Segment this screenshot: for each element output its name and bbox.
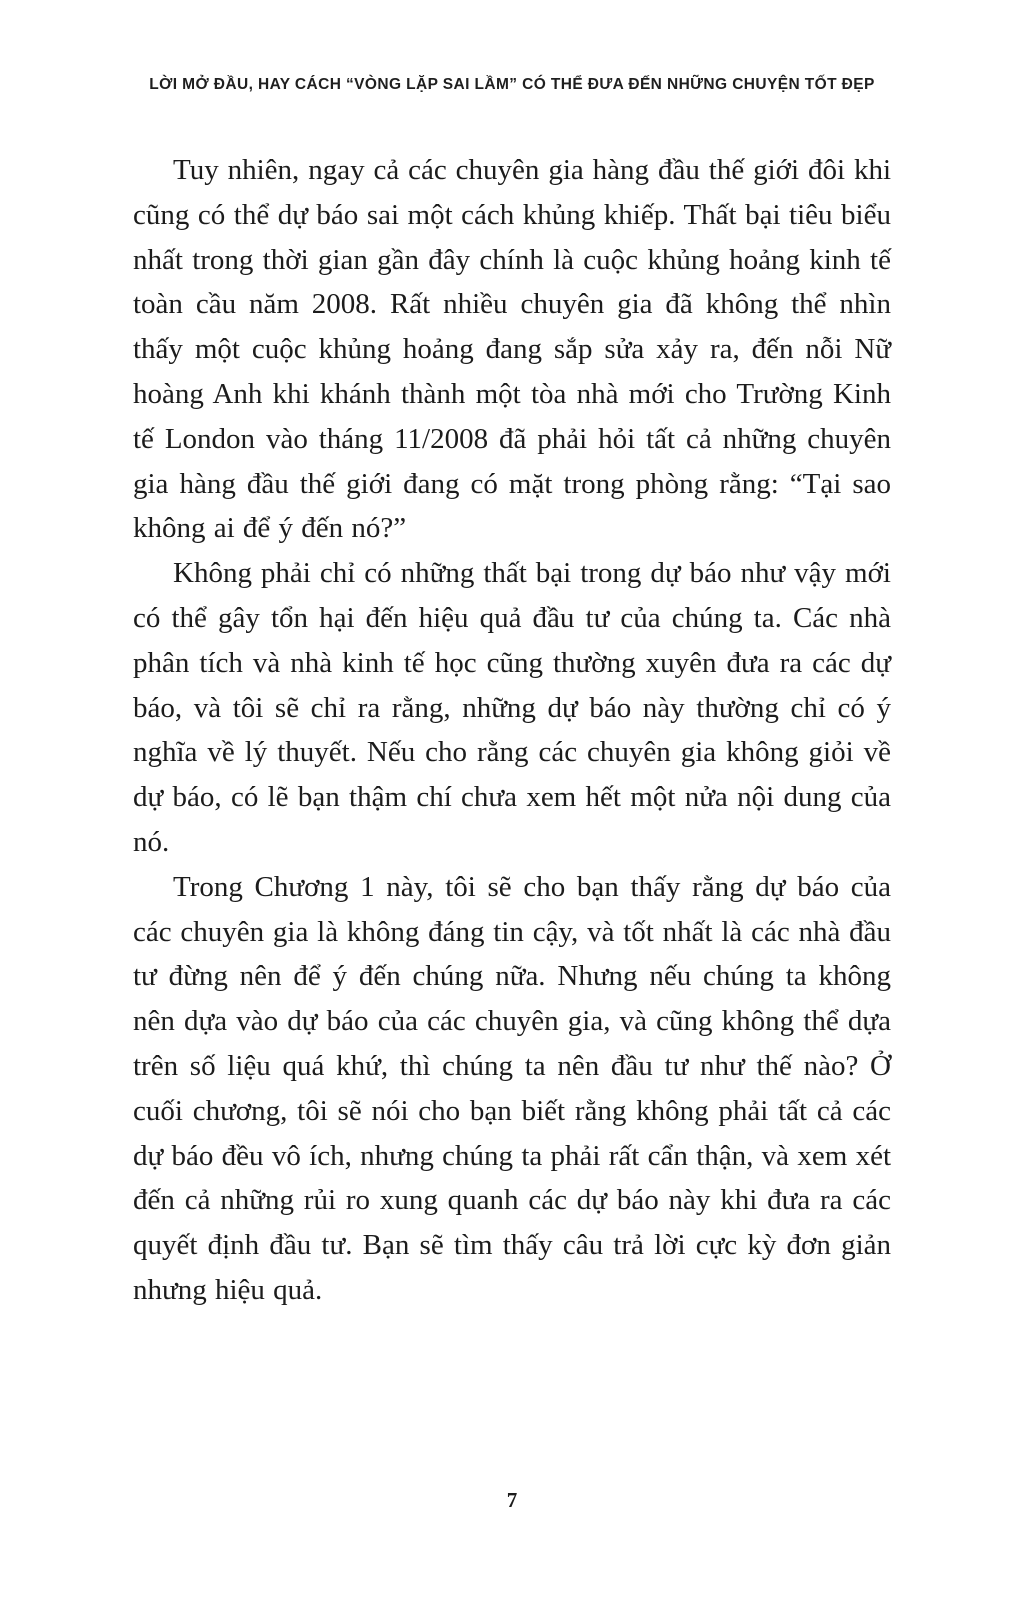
paragraph: Không phải chỉ có những thất bại trong dự báo như vậy mới có thể gây tổn hại đến hiệu quả đầu tư của chúng ta. Các nhà phân tích và nhà kinh tế học cũng thường xuyên đưa ra các dự báo, và tôi sẽ chỉ ra rằng, những dự báo này thường chỉ có ý nghĩa về lý thuyết. Nếu cho rằng các chuyên gia không giỏi về dự báo, có lẽ bạn thậm chí chưa xem hết một nửa nội dung của nó. xyxy=(133,557,891,858)
paragraph: Tuy nhiên, ngay cả các chuyên gia hàng đầu thế giới đôi khi cũng có thể dự báo sai một cách khủng khiếp. Thất bại tiêu biểu nhất trong thời gian gần đây chính là cuộc khủng hoảng kinh tế toàn cầu năm 2008. Rất nhiều chuyên gia đã không thể nhìn thấy một cuộc khủng hoảng đang sắp sửa xảy ra, đến nỗi Nữ hoàng Anh khi khánh thành một tòa nhà mới cho Trường Kinh tế London vào tháng 11/2008 đã phải hỏi tất cả những chuyên gia hàng đầu thế giới đang có mặt trong phòng rằng: “Tại sao không ai để ý đến nó?” xyxy=(133,154,891,545)
page-number: 7 xyxy=(506,1488,518,1512)
paragraph: Trong Chương 1 này, tôi sẽ cho bạn thấy rằng dự báo của các chuyên gia là không đáng tin cậy, và tốt nhất là các nhà đầu tư đừng nên để ý đến chúng nữa. Nhưng nếu chúng ta không nên dựa vào dự báo của các chuyên gia, và cũng không thể dựa trên số liệu quá khứ, thì chúng ta nên đầu tư như thế nào? Ở cuối chương, tôi sẽ nói cho bạn biết rằng không phải tất cả các dự báo đều vô ích, nhưng chúng ta phải rất cẩn thận, và xem xét đến cả những rủi ro xung quanh các dự báo này khi đưa ra các quyết định đầu tư. Bạn sẽ tìm thấy câu trả lời cực kỳ đơn giản nhưng hiệu quả. xyxy=(133,870,891,1306)
body-text xyxy=(133,148,891,1313)
running-head: LỜI MỞ ĐẦU, HAY CÁCH “VÒNG LẶP SAI LẦM” CÓ THỂ ĐƯA ĐẾN NHỮNG CHUYỆN TỐT ĐẸP xyxy=(149,76,875,93)
